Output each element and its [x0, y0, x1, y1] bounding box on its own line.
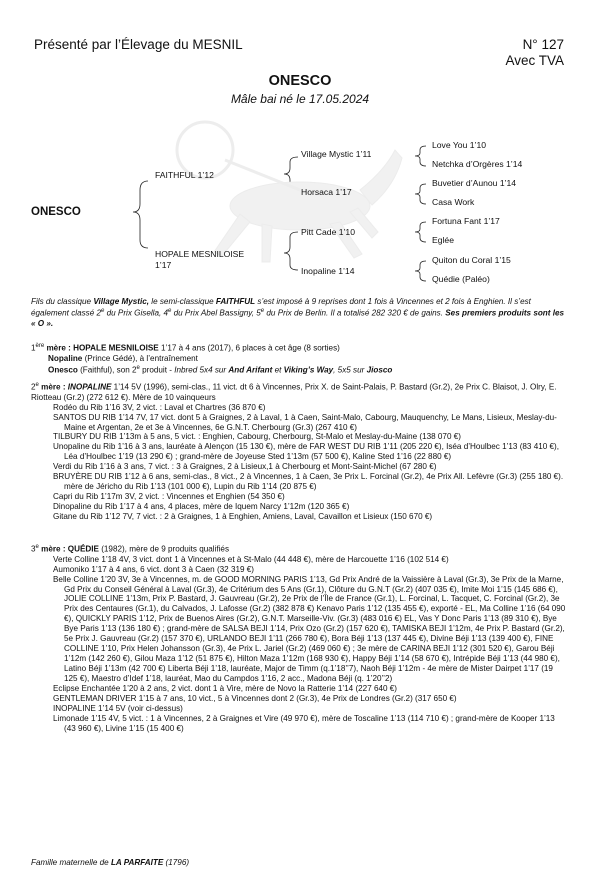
pedigree-g3-4: Casa Work	[432, 197, 475, 207]
tax-status: Avec TVA	[505, 53, 564, 68]
second-dam-heading: 2e mère : INOPALINE 1’14 5V (1996), semi-clas., 11 vict. dt 6 à Vincennes, Prix X. de Saint-Palais, P. Bastard (Gr.2), 2e Prix C. Blaisot, J. Olry, E. Riotteau (Gr.2) (272 612 €). Mère de 10 vainqueurs	[31, 382, 557, 402]
pedigree-g3-6: Eglée	[432, 235, 454, 245]
produce-line: INOPALINE 1’14 5V (voir ci-dessus)	[53, 703, 183, 713]
horse-name-title: ONESCO	[268, 73, 332, 89]
produce-line: Capri du Rib 1’17m 3V, 2 vict. : Vincennes et Enghien (54 350 €)	[53, 492, 285, 502]
pedigree-dam-dam: Inopaline 1’14	[301, 266, 355, 276]
second-dam-section	[31, 381, 566, 522]
produce-line: Belle Colline 1’20 3V, 3e à Vincennes, m. de GOOD MORNING PARIS 1’13, Gd Prix André de la Vaissière à Laval (Gr.3), 3e Prix de la Marne, Gd Prix du Conseil Général à Laval (Gr.3), 4e Critérium des 5 Ans (Gr.1), Clôture du G.N.T (Gr.2) (407 035 €), Imite Moi 1’15 (145 686 €), JOLIE COLLINE 1’13m, Prix P. Bastard, J. Gauvreau (Gr.2), 2e Prix de l’Île de France (Gr.1), L. Forcinal, L. Tacquet, C. Forcinal (Gr.2), 3e Prix des Centaures (Gr.1), du Calvados, J. Lafosse (Gr.2) (382 878 €) Kenavo Paris 1’12 (135 455 €), exporté - EL, Ma Colline 1’16 (64 090 €), QUICKLY PARIS 1’12, Prix de Buenos Aires (Gr.2), G.N.T. Marseille-Viv. (Gr.3) (483 016 €) EL, Vas Y Donc Paris 1’13 (89 310 €), Bye Bye Paris 1’13 (136 180 €) ; grand-mère de SALSA BEJI 1’14, Prix Ozo (Gr.2) (157 620 €), TAMISKA BEJI 1’12m, 4e Prix P. Bastard (Gr.2), 5e Prix J. Gauvreau (Gr.2) (157 370 €), URLANDO BEJI 1’11 (266 780 €), Bora Béji 1’13 (137 445 €), Divine Béji 1’13 (139 400 €), FINE COLLINE 1’10, Prix Helen Johansson (Gr.3), 4e Prix L. Jariel (Gr.2) (469 060 €) ; 3e mère de CARINA BEJI 1’12 (301 520 €), Garou Béji 1’12m (142 260 €), Gilou Maza 1’12 (51 875 €), Hilton Maza 1’12m (168 930 €), Happy Béji 1’14 (58 670 €), Intrépide Béji 1’13 (44 980 €), Latino Béji 1’13m (42 700 €) Liberta Béji 1’18, lauréate, Major de Timm (q.1’18’’7), Naoh Béji 1’12m - 4e mère de Mister Dairpet 1’17 (19 125 €), Maestro d’Idef 1’18, lauréat, Mao du Campdos 1’16, 2 acc., Madona Béji (q. 1’20’’2)	[53, 574, 566, 684]
horse-description: Mâle bai né le 17.05.2024	[230, 92, 370, 106]
sire-intro-paragraph: Fils du classique Village Mystic, le semi-classique FAITHFUL s’est imposé à 9 reprises dont 1 fois à Vincennes et 2 fois à Enghien. Il s’est également classé 2e du Prix Gisella, 4e du Prix Abel Bassigny, 5e du Prix de Berlin. Il a totalisé 282 320 € de gains. Ses premiers produits sont les « O ».	[31, 297, 565, 328]
pedigree-dam-name: HOPALE MESNILOISE	[155, 249, 245, 259]
produce-line: Limonade 1’15 4V, 5 vict. : 1 à Vincennes, 2 à Graignes et Vire (49 970 €), mère de Toscaline 1’13 (114 710 €) ; grand-mère de Kooper 1’13 (43 960 €), Livine 1’15 (15 400 €)	[53, 713, 555, 733]
third-dam-heading: 3e mère : QUÉDIE (1982), mère de 9 produits qualifiés	[31, 544, 230, 554]
pedigree-g3-8: Quédie (Paléo)	[432, 274, 490, 284]
produce-line: Unopaline du Rib 1’16 à 3 ans, lauréate à Alençon (15 130 €), mère de FAR WEST DU RIB 1’11 (205 220 €), Iséa d’Houlbec 1’13 (83 410 €), Léa d’Houlbec 1’19 (13 290 €) ; grand-mère de Joyeuse Sted 1’13m (57 500 €), Kaline Sted 1’16 (22 880 €)	[53, 442, 560, 462]
pedigree-subject: ONESCO	[31, 206, 81, 218]
produce-line: Gitane du Rib 1’12 7V, 7 vict. : 2 à Graignes, 1 à Enghien, Amiens, Laval, Cavaillon et Lisieux (150 670 €)	[53, 512, 433, 522]
produce-line: GENTLEMAN DRIVER 1’15 à 7 ans, 10 vict., 5 à Vincennes dont 2 (Gr.3), 4e Prix de Londres (Gr.2) (317 650 €)	[53, 694, 457, 704]
produce-line: Verdi du Rib 1’16 à 3 ans, 7 vict. : 3 à Graignes, 2 à Lisieux,1 à Cherbourg et Mont-Saint-Michel (67 280 €)	[53, 462, 437, 472]
produce-line: Aumoniko 1’17 à 4 ans, 6 vict. dont 3 à Caen (32 319 €)	[53, 564, 254, 574]
produce-onesco: Onesco (Faithful), son 2e produit - Inbred 5x4 sur And Arifant et Viking’s Way, 5x5 sur Jiosco	[48, 364, 393, 375]
produce-line: Dinopaline du Rib 1’17 à 4 ans, 4 places, mère de Iquem Narcy 1’12m (120 365 €)	[53, 502, 350, 512]
pedigree-g3-3: Buvetier d’Aunou 1’14	[432, 178, 517, 188]
pedigree-dam-record: 1’17	[155, 260, 172, 270]
produce-line: Eclipse Enchantée 1’20 à 2 ans, 2 vict. dont 1 à Vire, mère de Novo la Ratterie 1’14 (227 640 €)	[53, 684, 398, 694]
pedigree-g3-7: Quiton du Coral 1’15	[432, 255, 511, 265]
first-dam-heading: 1ère mère : HOPALE MESNILOISE 1’17 à 4 ans (2017), 6 places à cet âge (8 sorties)	[31, 343, 340, 353]
produce-line: Rodéo du Rib 1’16 3V, 2 vict. : Laval et Chartres (36 870 €)	[53, 402, 266, 412]
produce-line: TILBURY DU RIB 1’13m à 5 ans, 5 vict. : Enghien, Cabourg, Cherbourg, St-Malo et Meslay-du-Maine (138 070 €)	[53, 432, 461, 442]
pedigree-sire: FAITHFUL 1’12	[155, 170, 214, 180]
lot-number: N° 127	[522, 37, 564, 52]
produce-line: SANTOS DU RIB 1’14 7V, 17 vict. dont 5 à Graignes, 2 à Laval, 1 à Caen, Saint-Malo, Cabourg, Mauquenchy, Le Mans, Lisieux, Meslay-du-Maine et Argentan, 2e et 3e à Vincennes, 6e G.N.T. Cherbourg (Gr.3) (267 410 €)	[53, 412, 557, 432]
trotter-watermark-icon	[177, 122, 402, 262]
first-dam-section	[31, 342, 566, 375]
pedigree-g3-1: Love You 1’10	[432, 140, 487, 150]
pedigree-g3-5: Fortuna Fant 1’17	[432, 216, 500, 226]
third-dam-section	[31, 543, 566, 734]
produce-line: Verte Colline 1’18 4V, 3 vict. dont 1 à Vincennes et à St-Malo (44 448 €), mère de Harcouette 1’16 (102 514 €)	[53, 554, 449, 564]
pedigree-sire-dam: Horsaca 1’17	[301, 187, 352, 197]
pedigree-sire-sire: Village Mystic 1’11	[301, 149, 372, 159]
presenter-line: Présenté par l’Élevage du MESNIL	[34, 37, 243, 52]
pedigree-g3-2: Netchka d’Orgères 1’14	[432, 159, 523, 169]
produce-line: BRUYÈRE DU RIB 1’12 à 6 ans, semi-clas., 8 vict., 2 à Vincennes, 1 à Caen, 3e Prix L. Forcinal (Gr.2), 4e Prix All. Lefèvre (Gr.3) (255 180 €). mère de Jéricho du Rib 1’13 (101 000 €), Lupin du Rib 1’14 (20 875 €)	[53, 472, 564, 492]
produce-nopaline: Nopaline (Prince Gédé), à l’entraînement	[48, 353, 198, 363]
maternal-family-line: Famille maternelle de LA PARFAITE (1796)	[31, 858, 190, 867]
pedigree-dam-sire: Pitt Cade 1’10	[301, 227, 355, 237]
